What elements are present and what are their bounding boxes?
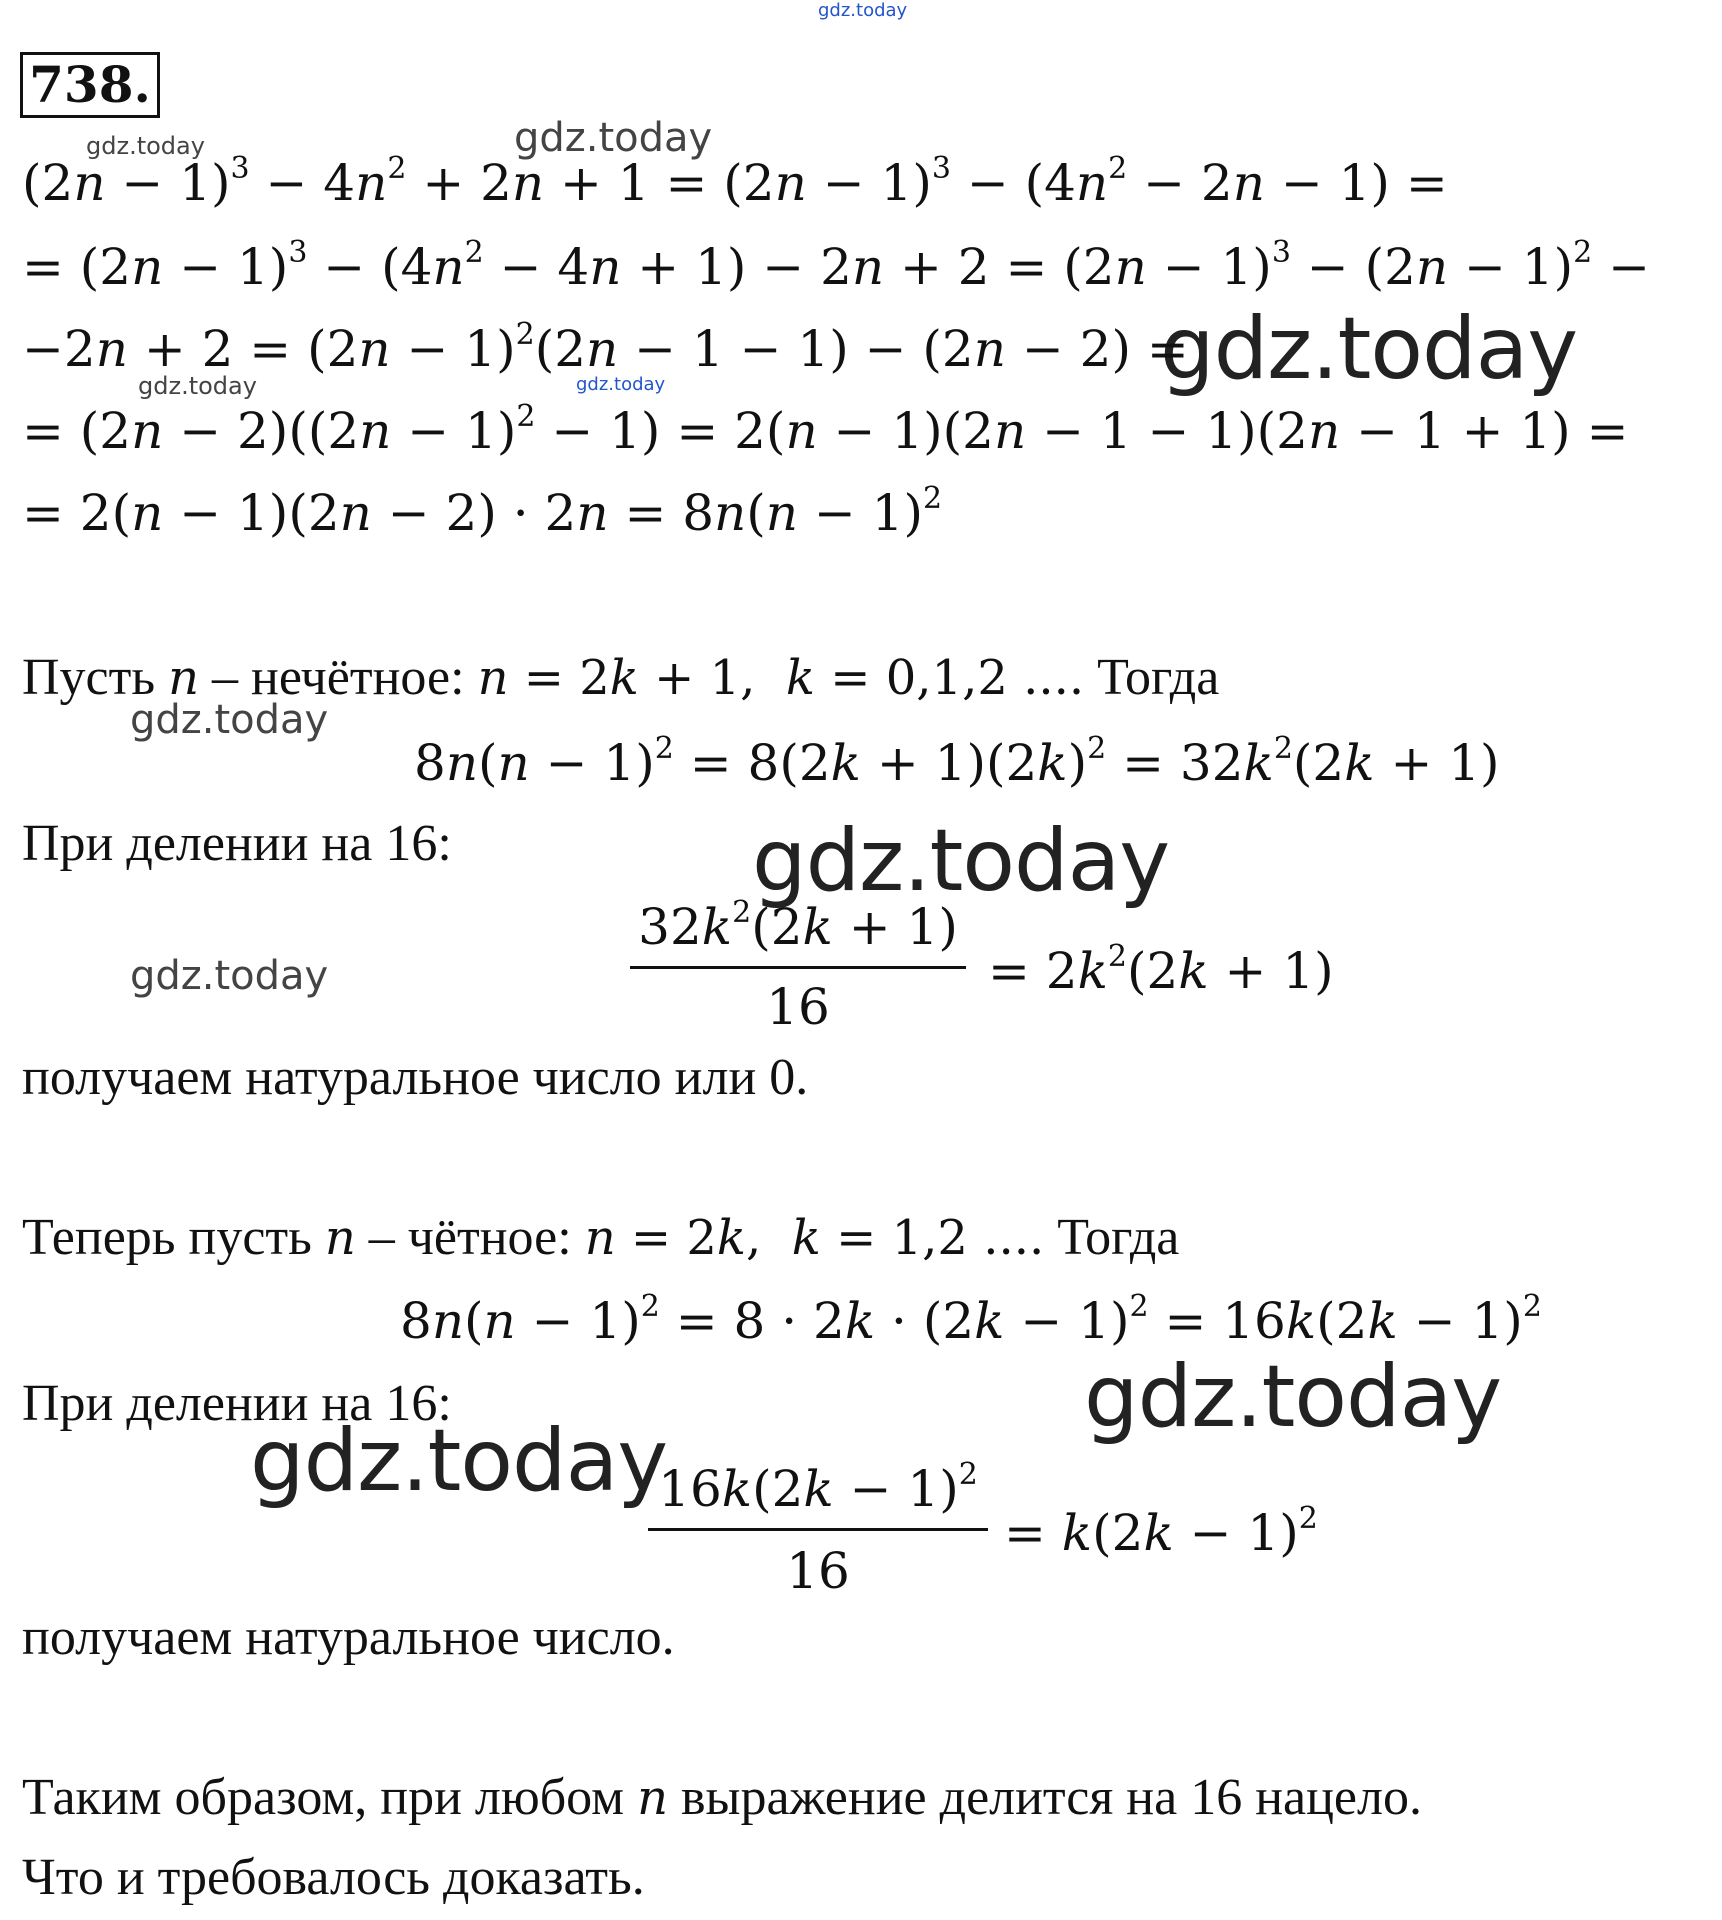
watermark: gdz.today bbox=[576, 374, 666, 395]
fraction-odd: $32k^2(2k + 1)$ 16 bbox=[630, 898, 966, 1028]
watermark: gdz.today bbox=[130, 697, 329, 743]
even-case-statement: Теперь пусть n – чётное: n = 2k, k = 1,2 .... Тогда bbox=[22, 1209, 1180, 1266]
watermark: gdz.today bbox=[1084, 1347, 1502, 1447]
result-odd: получаем натуральное число или 0. bbox=[22, 1049, 809, 1106]
fraction-odd-result: = $2k^2(2k + 1)$ bbox=[988, 939, 1334, 1000]
equation-line-5: = $2(n - 1)(2n - 2) \cdot 2n = 8n(n - 1)^2$ bbox=[22, 481, 943, 542]
watermark: gdz.today bbox=[86, 132, 205, 160]
equation-line-3: $-2n + 2 = (2n - 1)^2(2n - 1 - 1) - (2n - 2)$ = bbox=[22, 317, 1189, 378]
watermark: gdz.today bbox=[250, 1411, 668, 1511]
watermark: gdz.today bbox=[130, 953, 329, 999]
fraction-even-result: = $k(2k - 1)^2$ bbox=[1004, 1501, 1318, 1562]
odd-case-equation: $8n(n - 1)^2 = 8(2k + 1)(2k)^2 = 32k^2(2k + 1)$ bbox=[414, 731, 1500, 792]
odd-case-statement: Пусть n – нечётное: n = 2k + 1, k = 0,1,2 .... Тогда bbox=[22, 649, 1220, 706]
division-label-odd: При делении на 16: bbox=[22, 815, 452, 872]
equation-line-1: $(2n - 1)^3 - 4n^2 + 2n + 1 = (2n - 1)^3 - (4n^2 - 2n - 1)$ = bbox=[22, 151, 1448, 212]
even-case-equation: $8n(n - 1)^2 = 8 \cdot 2k \cdot (2k - 1)^2 = 16k(2k - 1)^2$ bbox=[400, 1289, 1542, 1350]
watermark: gdz.today bbox=[752, 811, 1170, 911]
watermark: gdz.today bbox=[138, 372, 257, 400]
fraction-even: $16k(2k - 1)^2$ 16 bbox=[648, 1460, 988, 1590]
watermark: gdz.today bbox=[1160, 299, 1578, 399]
result-even: получаем натуральное число. bbox=[22, 1609, 675, 1666]
watermark-top: gdz.today bbox=[818, 0, 908, 21]
conclusion: Таким образом, при любом n выражение делится на 16 нацело. bbox=[22, 1769, 1422, 1826]
watermark: gdz.today bbox=[514, 115, 713, 161]
division-label-even: При делении на 16: bbox=[22, 1375, 452, 1432]
equation-line-4: = $(2n - 2)((2n - 1)^2 - 1) = 2(n - 1)(2n - 1 - 1)(2n - 1 + 1)$ = bbox=[22, 399, 1629, 460]
equation-line-2: = $(2n - 1)^3 - (4n^2 - 4n + 1) - 2n + 2 = (2n - 1)^3 - (2n - 1)^2$ − bbox=[22, 235, 1650, 296]
problem-number: 738. bbox=[20, 52, 160, 118]
final-statement: Что и требовалось доказать. bbox=[22, 1849, 645, 1906]
